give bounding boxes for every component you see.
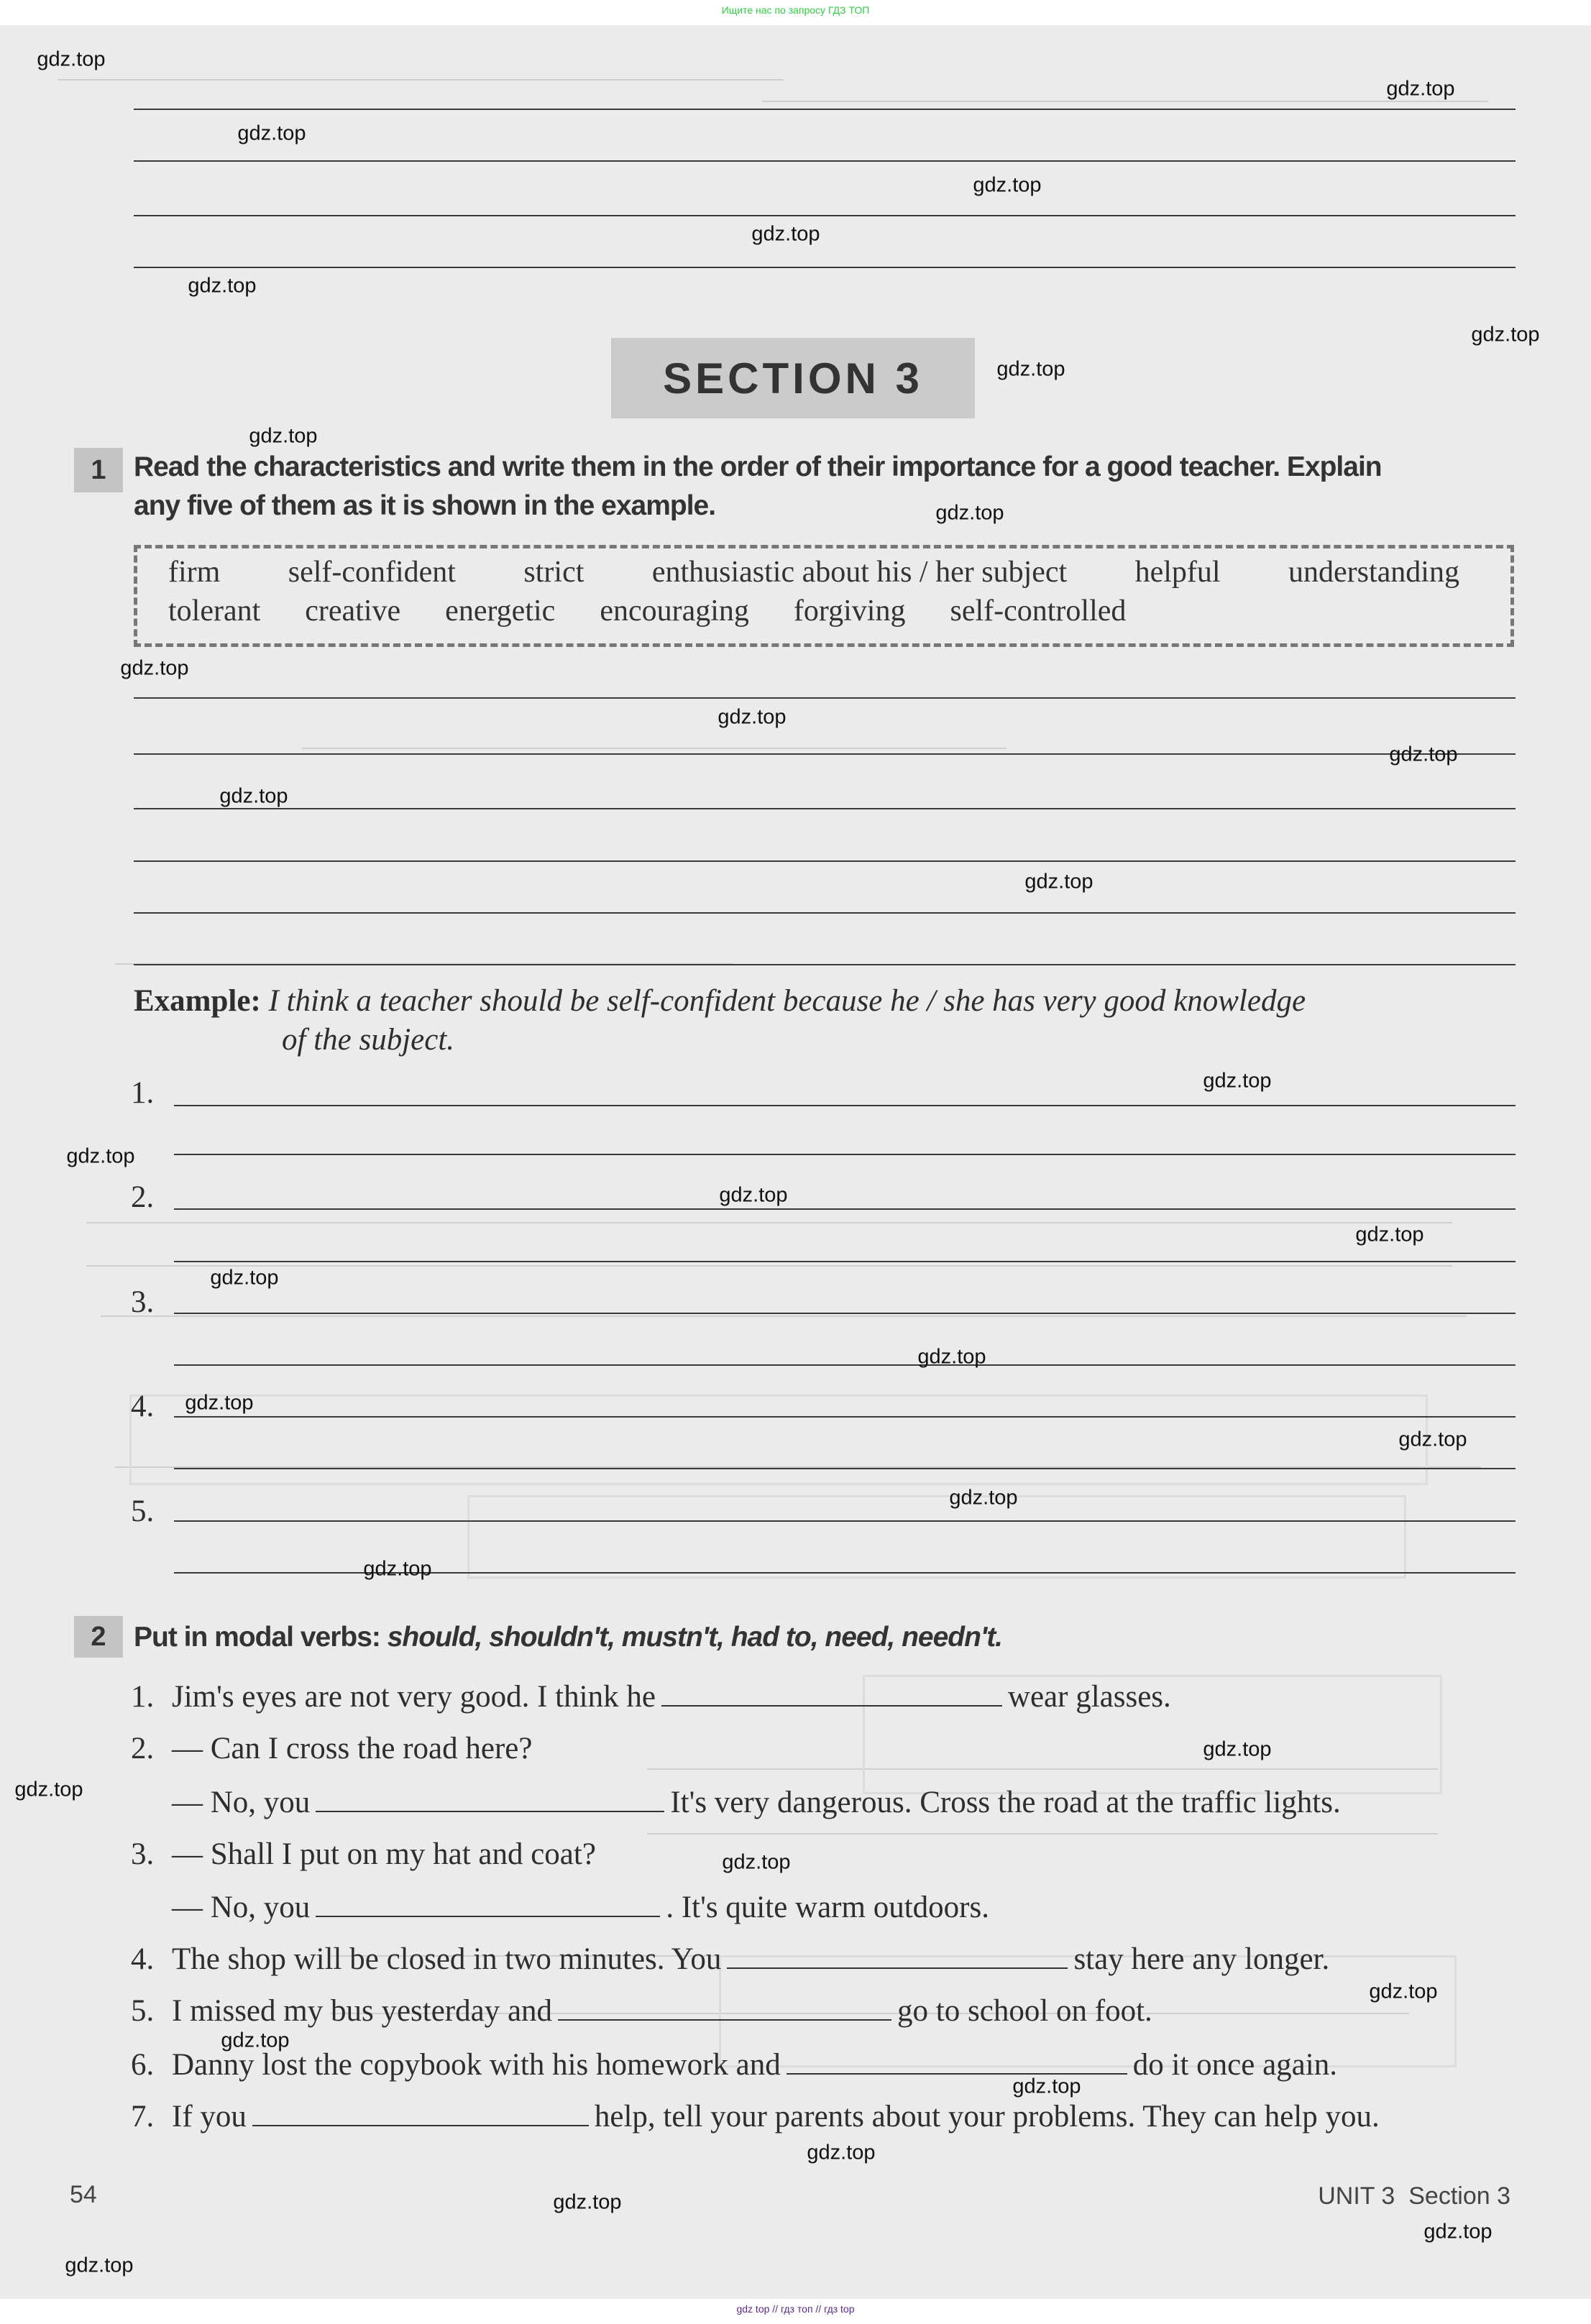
section-label: Section 3 [1408,2182,1510,2210]
top-banner: Ищите нас по запросу ГДЗ ТОП [721,4,870,16]
watermark: gdz.top [1389,743,1458,766]
item-number: 2. [131,1732,155,1765]
task1-instruction-line1: Read the characteristics and write them in the order of their importance for a good teacher. Explain [134,451,1382,482]
watermark: gdz.top [1355,1223,1424,1246]
page-number: 54 [70,2181,97,2208]
ruled-line [134,912,1516,914]
task2-item [172,1837,596,1872]
unit-label: UNIT 3 [1318,2182,1395,2210]
watermark: gdz.top [1398,1428,1467,1451]
ruled-line [134,267,1516,268]
item-text-after: It's very dangerous. Cross the road at the traffic lights. [670,1786,1341,1819]
answer-number: 5. [131,1494,155,1528]
item-text-before: — No, you [172,1891,311,1924]
answer-line [174,1154,1516,1155]
characteristic-word: tolerant [168,594,261,628]
task2-item [172,2047,1337,2082]
item-text-before: — No, you [172,1786,311,1819]
answer-blank[interactable] [316,1786,664,1812]
answer-number: 4. [131,1390,155,1423]
watermark: gdz.top [935,501,1004,525]
ghost-line [58,79,784,81]
watermark: gdz.top [363,1557,432,1581]
watermark: gdz.top [1203,1069,1272,1093]
watermark: gdz.top [65,2254,134,2277]
ruled-line [134,215,1516,216]
ghost-line [647,1833,1438,1834]
answer-number: 3. [131,1285,155,1319]
ghost-box [129,1395,1428,1485]
item-number: 4. [131,1942,155,1976]
item-text-before: If you [172,2100,247,2134]
watermark: gdz.top [1203,1737,1272,1761]
characteristic-word: enthusiastic about his / her subject [651,556,1068,589]
item-text-before: I missed my bus yesterday and [172,1994,553,2028]
watermark: gdz.top [1423,2220,1493,2243]
ghost-line [86,1265,1452,1267]
watermark: gdz.top [1012,2075,1081,2098]
item-number: 1. [131,1680,155,1714]
ghost-line [762,101,1488,102]
example [134,983,1306,1019]
ruled-line [134,109,1516,110]
ghost-box [467,1495,1406,1579]
ruled-line [134,808,1516,809]
characteristic-word: firm [168,556,221,589]
watermark: gdz.top [717,705,787,729]
characteristic-word: encouraging [600,594,749,628]
answer-blank[interactable] [252,2100,589,2126]
watermark: gdz.top [973,173,1042,197]
answer-line [174,1313,1516,1314]
item-number: 5. [131,1994,155,2028]
answer-blank[interactable] [787,2049,1127,2075]
item-text-after: stay here any longer. [1073,1942,1330,1976]
example-text-line1: I think a teacher should be self-confident because he / she has very good knowledge [268,984,1306,1018]
item-text-after: wear glasses. [1007,1680,1171,1714]
task2-instruction [134,1622,1002,1653]
watermark: gdz.top [219,784,288,808]
watermark: gdz.top [66,1144,135,1168]
characteristic-word: understanding [1288,556,1459,589]
watermark: gdz.top [722,1850,791,1874]
item-text-after: go to school on foot. [897,1994,1152,2028]
word-box-row2 [168,594,1126,628]
task-number-badge: 1 [74,448,123,492]
characteristic-word: creative [305,594,401,628]
watermark: gdz.top [1386,77,1455,101]
watermark: gdz.top [917,1345,986,1369]
answer-blank[interactable] [727,1943,1068,1969]
watermark: gdz.top [553,2190,622,2214]
answer-line [174,1416,1516,1418]
watermark: gdz.top [210,1266,279,1290]
answer-line [174,1364,1516,1366]
task2-item [172,1785,1341,1820]
task2-modal-verbs: should, shouldn't, mustn't, had to, need, needn't. [387,1622,1003,1653]
ruled-line [134,753,1516,755]
watermark: gdz.top [120,656,189,680]
characteristic-word: self-confident [288,556,456,589]
watermark: gdz.top [249,424,318,448]
ruled-line [134,964,1516,965]
ghost-line [302,748,1007,749]
answer-number: 1. [131,1076,155,1110]
item-text-before: The shop will be closed in two minutes. You [172,1942,722,1976]
word-box-row1 [168,555,1459,589]
item-text-after: do it once again. [1132,2048,1337,2082]
task2-item [172,1731,532,1766]
task-number-badge: 2 [74,1616,123,1658]
watermark: gdz.top [37,47,106,71]
bottom-banner: gdz top // гдз топ // гдз top [736,2303,855,2315]
answer-line [174,1520,1516,1522]
answer-line [174,1468,1516,1469]
watermark: gdz.top [807,2141,876,2164]
watermark: gdz.top [14,1778,83,1801]
answer-line [174,1261,1516,1262]
ruled-line [134,160,1516,162]
item-text-before: — Shall I put on my hat and coat? [172,1837,596,1871]
answer-line [174,1208,1516,1210]
task2-item [172,1993,1152,2029]
task2-title: Put in modal verbs: [134,1622,388,1653]
item-number: 7. [131,2100,155,2134]
item-text-after: . It's quite warm outdoors. [666,1891,989,1924]
characteristic-word: strict [523,556,584,589]
characteristic-word: self-controlled [950,594,1127,628]
ghost-line [101,1315,1467,1317]
answer-blank[interactable] [661,1681,1002,1707]
task2-item [172,1679,1171,1714]
example-label: Example: [134,984,261,1018]
unit-section-label [1318,2182,1510,2210]
characteristic-word: energetic [445,594,556,628]
characteristic-word: helpful [1134,556,1221,589]
task2-item [172,2099,1380,2134]
item-number: 6. [131,2048,155,2082]
watermark: gdz.top [188,274,257,298]
characteristic-word: forgiving [793,594,906,628]
item-text-before: — Can I cross the road here? [172,1732,533,1765]
watermark: gdz.top [949,1486,1018,1510]
watermark: gdz.top [237,121,306,145]
watermark: gdz.top [1024,870,1093,894]
example-text-line2: of the subject. [282,1023,455,1057]
ghost-line [86,1222,1452,1223]
item-text-before: Jim's eyes are not very good. I think he [172,1680,656,1714]
answer-blank[interactable] [316,1891,660,1917]
item-text-before: Danny lost the copybook with his homework and [172,2048,781,2082]
ruled-line [134,860,1516,862]
watermark: gdz.top [185,1391,254,1415]
answer-line [174,1105,1516,1106]
watermark: gdz.top [221,2029,290,2052]
item-text-after: help, tell your parents about your problems. They can help you. [594,2100,1380,2134]
ruled-line [134,697,1516,699]
task2-item [172,1890,989,1925]
item-number: 3. [131,1837,155,1871]
watermark: gdz.top [719,1183,788,1207]
watermark: gdz.top [996,357,1065,381]
task2-item [172,1942,1329,1977]
task1-instruction-line2: any five of them as it is shown in the example. [134,490,716,521]
watermark: gdz.top [1471,323,1540,346]
section-title: SECTION 3 [611,338,975,418]
watermark: gdz.top [751,222,820,246]
watermark: gdz.top [1369,1980,1438,2003]
answer-blank[interactable] [558,1995,891,2021]
answer-number: 2. [131,1180,155,1214]
